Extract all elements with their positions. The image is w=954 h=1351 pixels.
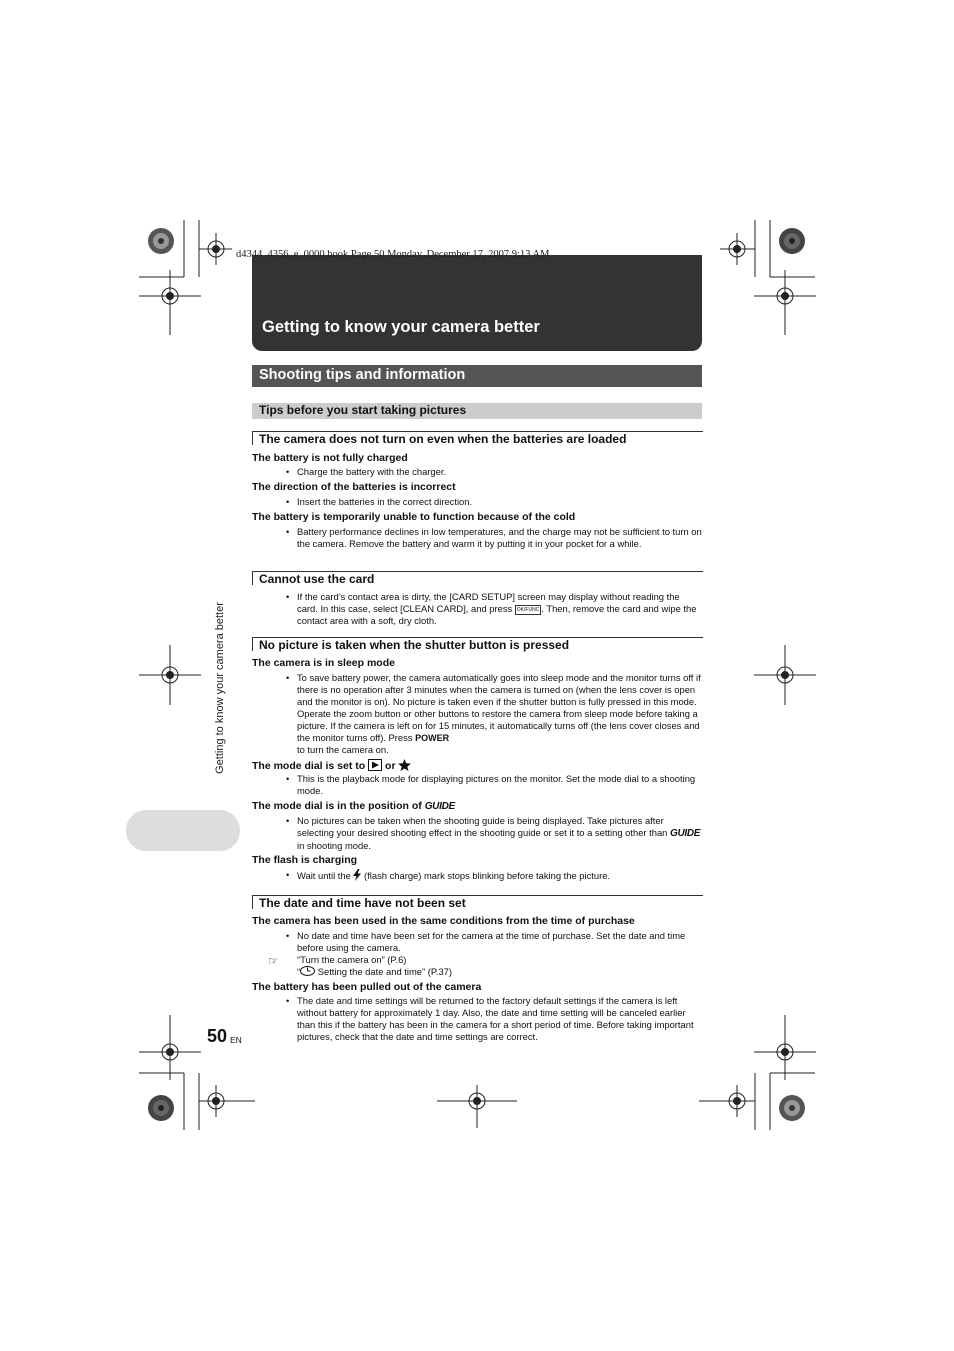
subsection-title: Tips before you start taking pictures: [259, 403, 467, 417]
item-text: To save battery power, the camera automatically goes into sleep mode and the monitor turns off if there is no operation after 3 minutes when the camera is turned on (when the lens cover is open and the monitor is on). No picture is taken even if the shutter button is fully pressed in this mode. Operate the zoom button or other buttons to restore the camera from sleep mode before taking a picture. If the camera is left on for 15 minutes, it automatically turns off (the lens cover closes and the monitor turns off). Press: [297, 672, 701, 743]
star-icon: [398, 759, 411, 771]
problem-title: The camera does not turn on even when the batteries are loaded: [259, 432, 627, 446]
item-text: . Then, remove the card and wipe the contact area with a soft, dry cloth.: [297, 603, 697, 626]
problem-title: No picture is taken when the shutter button is pressed: [259, 638, 570, 652]
chapter-title: Getting to know your camera better: [262, 318, 540, 336]
cause-item: Insert the batteries in the correct direction.: [297, 496, 473, 507]
chapter-tab: [126, 810, 240, 851]
ok-func-button-icon: OK/FUNC: [516, 606, 540, 613]
guide-mode-label: GUIDE: [424, 801, 455, 812]
cause-title: [252, 800, 455, 812]
cause-title: The battery is temporarily unable to function because of the cold: [252, 511, 576, 523]
cause-item: No date and time have been set for the camera at the time of purchase. Set the date and time before using the camera.: [297, 930, 686, 953]
bullet: •: [286, 526, 290, 537]
cause-title: The battery is not fully charged: [252, 452, 408, 464]
cause-title: The camera has been used in the same conditions from the time of purchase: [252, 915, 635, 927]
cause-item: [297, 672, 702, 756]
item-text: Wait until the: [297, 870, 354, 881]
item-text: No pictures can be taken when the shooting guide is being displayed. Take pictures after selecting your desired shooting effect in the shooting guide or set it to a setting other than: [297, 815, 670, 838]
cause-item: Charge the battery with the charger.: [297, 466, 447, 477]
page-number: 50: [207, 1026, 228, 1046]
cause-item: [297, 869, 702, 882]
cause-item: This is the playback mode for displaying pictures on the monitor. Set the mode dial to a shooting mode.: [297, 773, 696, 796]
bullet: •: [286, 672, 290, 683]
reference-link[interactable]: “Turn the camera on” (P.6): [297, 954, 407, 965]
playback-icon: [368, 759, 382, 771]
item-text: If the card’s contact area is dirty, the [CARD SETUP] screen may display without reading the card. In this case, select [CLEAN CARD], and press: [297, 591, 680, 614]
guide-mode-label: GUIDE: [669, 828, 701, 839]
bullet: •: [286, 773, 290, 784]
file-info: d4344_4356_e_0000.book Page 50 Monday, December 17, 2007 9:13 AM: [236, 249, 550, 260]
cause-item: Battery performance declines in low temperatures, and the charge may not be sufficient to turn on the camera. Remove the battery and warm it by putting it in your pocket for a while.: [297, 526, 702, 549]
cause-title-text: The mode dial is set to: [252, 760, 366, 772]
item-text: (flash charge) mark stops blinking before taking the picture.: [361, 870, 611, 881]
connector-text: or: [385, 760, 396, 772]
item-text: in shooting mode.: [297, 840, 372, 851]
reference-link[interactable]: “ Setting the date and time” (P.37): [297, 966, 453, 977]
pointer-hand-icon: ☞: [268, 954, 279, 968]
problem-title: Cannot use the card: [259, 572, 375, 586]
cause-title: The camera is in sleep mode: [252, 657, 395, 669]
side-chapter-label: Getting to know your camera better: [214, 602, 226, 774]
page-language: EN: [230, 1035, 242, 1045]
item-text: to turn the camera on.: [297, 744, 389, 755]
bullet: •: [286, 815, 290, 826]
problem-title: The date and time have not been set: [259, 896, 466, 910]
cause-item: [297, 815, 702, 852]
bullet: •: [286, 591, 290, 602]
bullet: •: [286, 869, 290, 880]
bullet: •: [286, 995, 290, 1006]
section-title: Shooting tips and information: [259, 367, 466, 383]
cause-title: The direction of the batteries is incorrect: [252, 481, 456, 493]
cause-title: [252, 759, 411, 772]
bullet: •: [286, 466, 290, 477]
cause-title: The battery has been pulled out of the camera: [252, 981, 482, 993]
bullet: •: [286, 496, 290, 507]
cause-title-text: The mode dial is in the position of: [252, 800, 422, 812]
cause-item: [297, 591, 702, 627]
cause-title: The flash is charging: [252, 854, 358, 866]
power-button-label: POWER: [415, 733, 450, 743]
cause-item: The date and time settings will be returned to the factory default settings if the camera is left without battery for approximately 1 day. Also, the date and time setting will be canceled earlier than this if the battery has been in the camera for a short period of time. Before taking important pictures, check that the date and time settings are correct.: [297, 995, 694, 1042]
bullet: •: [286, 930, 290, 941]
clock-icon: [300, 966, 315, 976]
reference-text: Setting the date and time” (P.37): [317, 966, 453, 977]
